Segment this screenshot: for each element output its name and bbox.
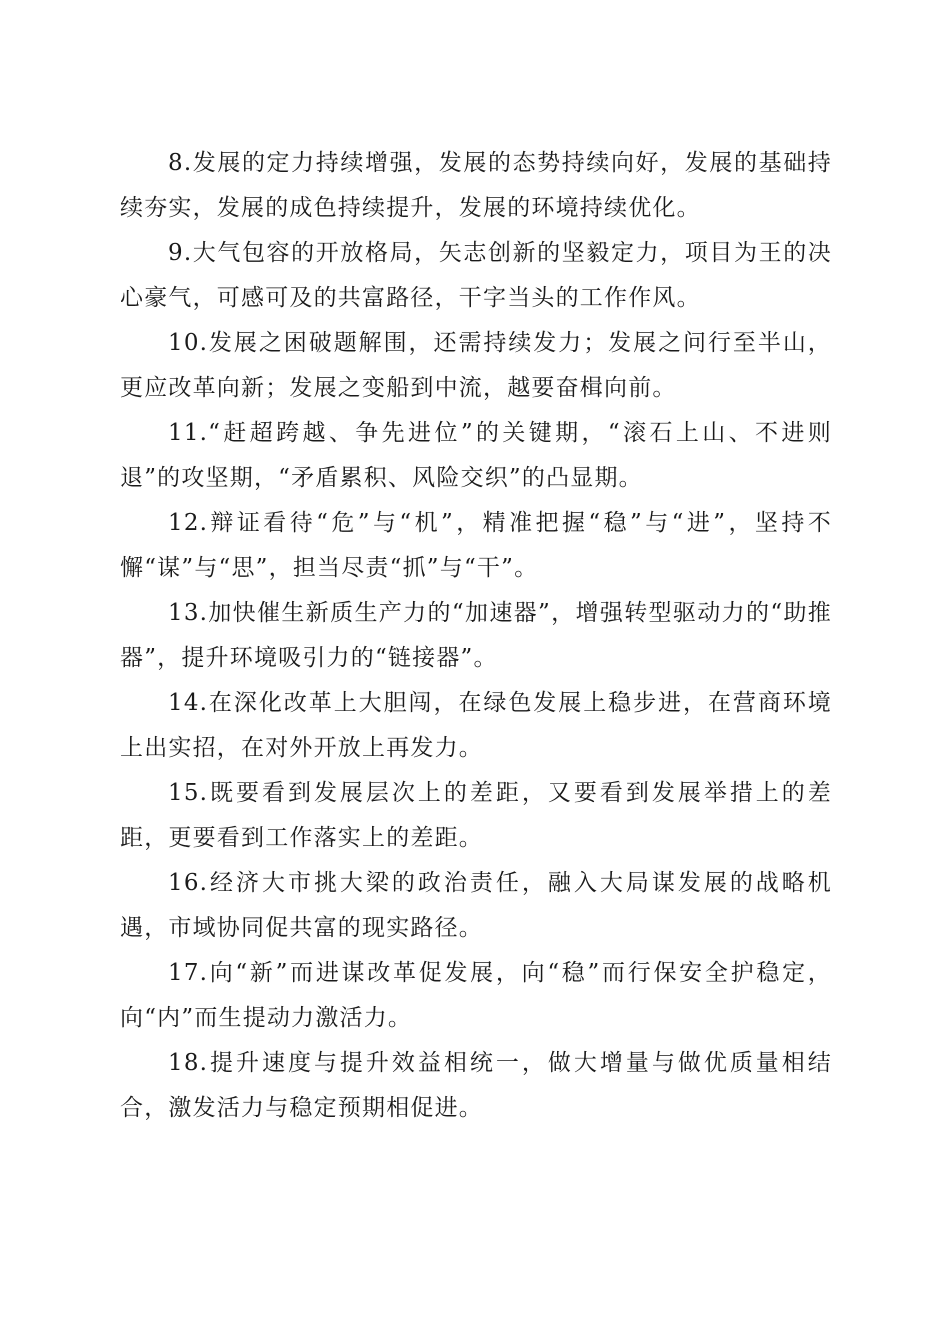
paragraph-12: 12.辩证看待“危”与“机”，精准把握“稳”与“进”，坚持不懈“谋”与“思”，担当尽责“抓”与“干”。 [120, 510, 832, 581]
paragraph-16: 16.经济大市挑大梁的政治责任，融入大局谋发展的战略机遇，市域协同促共富的现实路径。 [120, 870, 832, 941]
paragraph-15: 15.既要看到发展层次上的差距，又要看到发展举措上的差距，更要看到工作落实上的差距。 [120, 780, 832, 851]
document-body [120, 141, 832, 1131]
paragraph-14: 14.在深化改革上大胆闯，在绿色发展上稳步进，在营商环境上出实招，在对外开放上再发力。 [120, 690, 832, 761]
paragraph-10: 10.发展之困破题解围，还需持续发力；发展之问行至半山，更应改革向新；发展之变船到中流，越要奋楫向前。 [120, 330, 832, 401]
paragraph-8: 8.发展的定力持续增强，发展的态势持续向好，发展的基础持续夯实，发展的成色持续提升，发展的环境持续优化。 [120, 150, 832, 221]
paragraph-11: 11.“赶超跨越、争先进位”的关键期，“滚石上山、不进则退”的攻坚期，“矛盾累积、风险交织”的凸显期。 [120, 420, 832, 491]
paragraph-18: 18.提升速度与提升效益相统一，做大增量与做优质量相结合，激发活力与稳定预期相促进。 [120, 1050, 832, 1121]
paragraph-17: 17.向“新”而进谋改革促发展，向“稳”而行保安全护稳定，向“内”而生提动力激活力。 [120, 960, 832, 1031]
paragraph-9: 9.大气包容的开放格局，矢志创新的坚毅定力，项目为王的决心豪气，可感可及的共富路径，干字当头的工作作风。 [120, 240, 832, 311]
paragraph-13: 13.加快催生新质生产力的“加速器”，增强转型驱动力的“助推器”，提升环境吸引力的“链接器”。 [120, 600, 832, 671]
